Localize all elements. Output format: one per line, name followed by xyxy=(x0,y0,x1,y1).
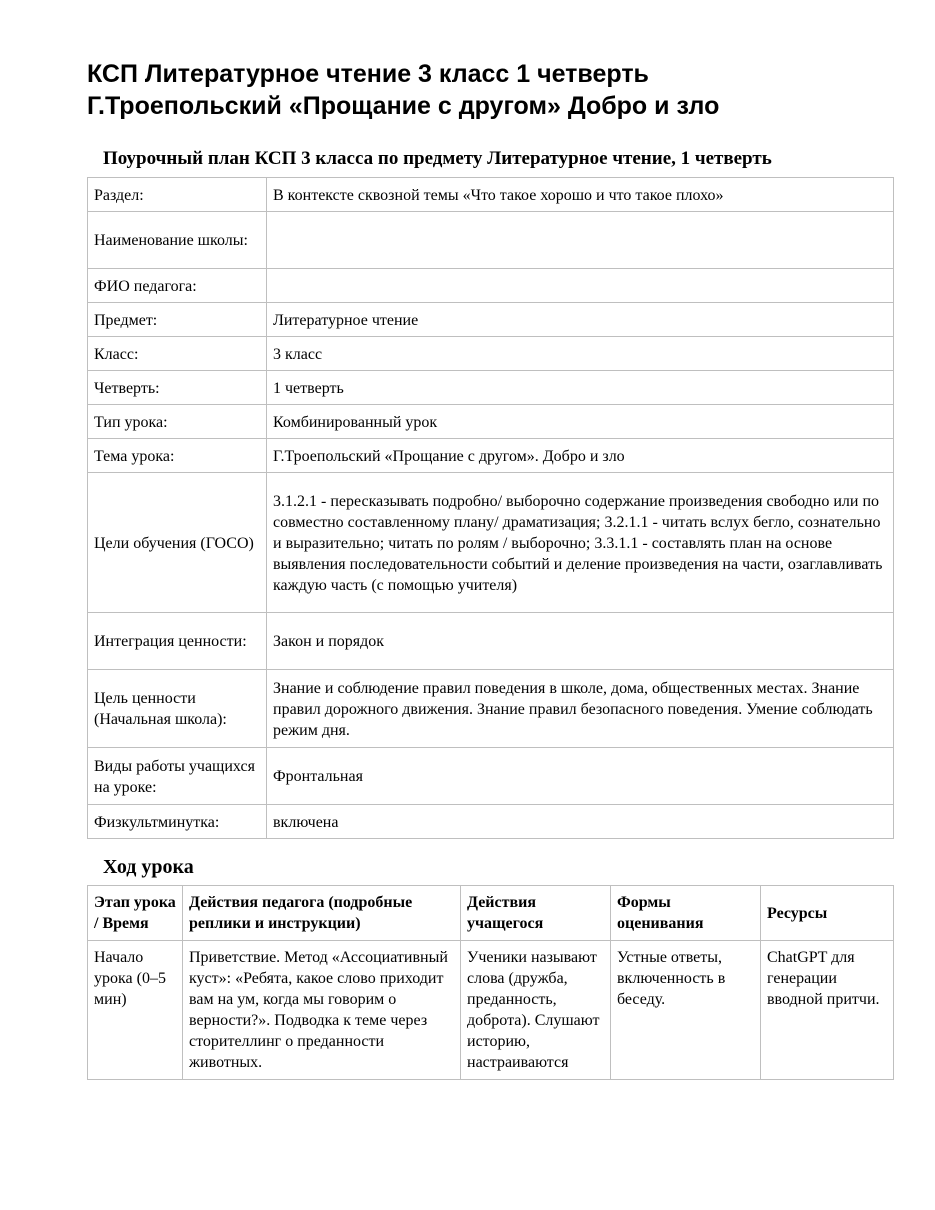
info-row-section xyxy=(88,178,894,212)
cell-student-actions: Ученики называют слова (дружба, преданность, доброта). Слушают историю, настраиваются xyxy=(461,941,611,1080)
info-row-lesson-type xyxy=(88,405,894,439)
cell-resources: ChatGPT для генерации вводной притчи. xyxy=(761,941,894,1080)
info-label: Тема урока: xyxy=(88,439,267,473)
info-label: Интеграция ценности: xyxy=(88,613,267,670)
info-label: Класс: xyxy=(88,337,267,371)
info-row-teacher xyxy=(88,269,894,303)
info-row-subject xyxy=(88,303,894,337)
info-row-topic xyxy=(88,439,894,473)
info-label: Четверть: xyxy=(88,371,267,405)
info-label: Физкультминутка: xyxy=(88,805,267,839)
column-header-assessment: Формы оценивания xyxy=(611,886,761,941)
title-line-2: Г.Троепольский «Прощание с другом» Добро и зло xyxy=(87,92,720,120)
info-label: Цель ценности (Начальная школа): xyxy=(88,670,267,748)
info-value: Литературное чтение xyxy=(267,303,894,337)
plan-heading: Поурочный план КСП 3 класса по предмету Литературное чтение, 1 четверть xyxy=(103,148,772,169)
info-label: Предмет: xyxy=(88,303,267,337)
lesson-table-header-row xyxy=(88,886,894,941)
lesson-progress-heading: Ход урока xyxy=(103,856,194,878)
info-label: ФИО педагога: xyxy=(88,269,267,303)
column-header-student-actions: Действия учащегося xyxy=(461,886,611,941)
cell-teacher-actions: Приветствие. Метод «Ассоциативный куст»: «Ребята, какое слово приходит вам на ум, когда мы говорим о верности?». Подводка к теме через сторителлинг о преданности животных. xyxy=(183,941,461,1080)
info-value: включена xyxy=(267,805,894,839)
document-title xyxy=(87,58,893,122)
info-row-learning-goals xyxy=(88,473,894,613)
info-row-quarter xyxy=(88,371,894,405)
info-row-work-types xyxy=(88,748,894,805)
info-value xyxy=(267,212,894,269)
info-value: Знание и соблюдение правил поведения в школе, дома, общественных местах. Знание правил дорожного движения. Знание правил безопасного поведения. Умение соблюдать режим дня. xyxy=(267,670,894,748)
title-line-1: КСП Литературное чтение 3 класс 1 четверть xyxy=(87,60,649,88)
info-row-grade xyxy=(88,337,894,371)
column-header-resources: Ресурсы xyxy=(761,886,894,941)
info-value: Г.Троепольский «Прощание с другом». Добро и зло xyxy=(267,439,894,473)
info-value: 3 класс xyxy=(267,337,894,371)
column-header-teacher-actions: Действия педагога (подробные реплики и инструкции) xyxy=(183,886,461,941)
info-value: Комбинированный урок xyxy=(267,405,894,439)
info-value xyxy=(267,269,894,303)
info-label: Наименование школы: xyxy=(88,212,267,269)
info-row-physical-break xyxy=(88,805,894,839)
info-label: Виды работы учащихся на уроке: xyxy=(88,748,267,805)
column-header-stage: Этап урока / Время xyxy=(88,886,183,941)
info-value: В контексте сквозной темы «Что такое хорошо и что такое плохо» xyxy=(267,178,894,212)
table-row xyxy=(88,941,894,1080)
lesson-progress-table xyxy=(87,885,894,1080)
cell-stage: Начало урока (0–5 мин) xyxy=(88,941,183,1080)
info-value: 1 четверть xyxy=(267,371,894,405)
info-row-value-integration xyxy=(88,613,894,670)
info-label: Тип урока: xyxy=(88,405,267,439)
info-label: Раздел: xyxy=(88,178,267,212)
info-row-school xyxy=(88,212,894,269)
document-page xyxy=(87,58,893,1080)
info-label: Цели обучения (ГОСО) xyxy=(88,473,267,613)
lesson-info-table xyxy=(87,177,894,839)
info-value: Фронтальная xyxy=(267,748,894,805)
info-value: Закон и порядок xyxy=(267,613,894,670)
info-value: 3.1.2.1 - пересказывать подробно/ выборочно содержание произведения свободно или по совместно составленному плану/ драматизация; 3.2.1.1 - читать вслух бегло, сознательно и выразительно; читать по ролям / выборочно; 3.3.1.1 - составлять план на основе выявления последовательности событий и деление произведения на части, озаглавливать каждую часть (с помощью учителя) xyxy=(267,473,894,613)
cell-assessment: Устные ответы, включенность в беседу. xyxy=(611,941,761,1080)
info-row-value-goal xyxy=(88,670,894,748)
